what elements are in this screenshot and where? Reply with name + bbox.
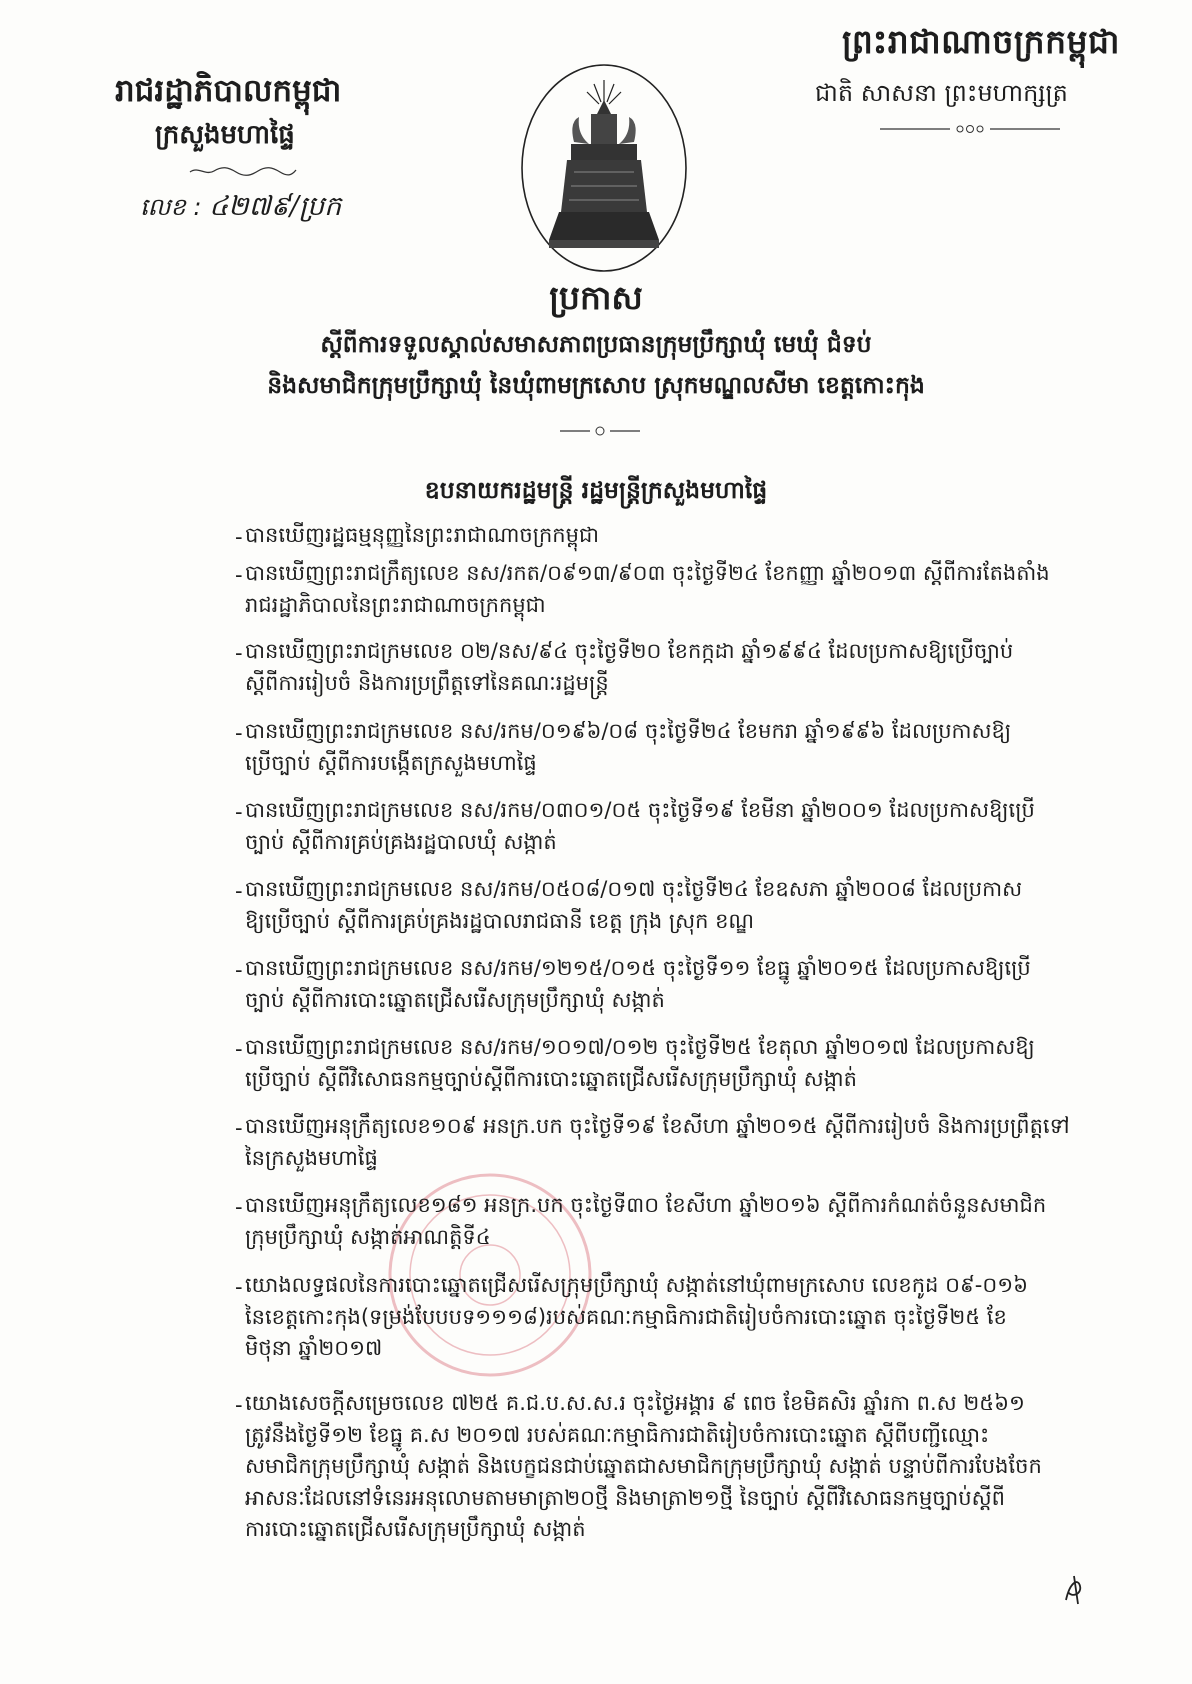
ornament-divider-icon (560, 425, 640, 437)
item-text: បានឃើញអនុក្រឹត្យលេខ១៨១ អនក្រ.បក ចុះថ្ងៃទី៣០ ខែសីហា ឆ្នាំ២០១៦ ស្តីពីការកំណត់ចំនួនសមាជិក (245, 1193, 1047, 1217)
item-text: បានឃើញព្រះរាជក្រមលេខ នស/រកម/១០១៧/០១២ ចុះថ្ងៃទី២៥ ខែតុលា ឆ្នាំ២០១៧ ដែលប្រកាសឱ្យ (245, 1035, 1035, 1059)
list-item: - បានឃើញអនុក្រឹត្យលេខ១០៩ អនក្រ.បក ចុះថ្ងៃទី១៩ ខែសីហា ឆ្នាំ២០១៥ ស្តីពីការរៀបចំ និងការប្រព្រឹត្តទៅ នៃក្រសួងមហាផ្ទៃ (245, 1111, 1125, 1174)
item-text: រាជរដ្ឋាភិបាលនៃព្រះរាជាណាចក្រកម្ពុជា (245, 592, 546, 617)
list-item: - បានឃើញព្រះរាជក្រមលេខ នស/រកម/០៣០១/០៥ ចុះថ្ងៃទី១៩ ខែមីនា ឆ្នាំ២០០១ ដែលប្រកាសឱ្យប្រើ ច្បាប់ ស្តីពីការគ្រប់គ្រងរដ្ឋបាលឃុំ សង្កាត់ (245, 795, 1125, 858)
reference-number (140, 190, 341, 229)
item-text: ការបោះឆ្នោតជ្រើសរើសក្រុមប្រឹក្សាឃុំ សង្កាត់ (245, 1517, 586, 1541)
item-text: ប្រើច្បាប់ ស្តីពីវិសោធនកម្មច្បាប់ស្តីពីការបោះឆ្នោតជ្រើសរើសក្រុមប្រឹក្សាឃុំ សង្កាត់ (245, 1066, 857, 1091)
item-text: ត្រូវនឹងថ្ងៃទី១២ ខែធ្នូ គ.ស ២០១៧ របស់គណៈកម្មាធិការជាតិរៀបចំការបោះឆ្នោត ស្តីពីបញ្ជីឈ្មោះ (245, 1422, 990, 1447)
item-text: យោងលទ្ធផលនៃការបោះឆ្នោតជ្រើសរើសក្រុមប្រឹក្សាឃុំ សង្កាត់នៅឃុំពាមក្រសោប លេខកូដ ០៩-០១៦ (245, 1273, 1029, 1297)
item-text: នៃក្រសួងមហាផ្ទៃ (245, 1145, 378, 1170)
item-text: បានឃើញអនុក្រឹត្យលេខ១០៩ អនក្រ.បក ចុះថ្ងៃទី១៩ ខែសីហា ឆ្នាំ២០១៥ ស្តីពីការរៀបចំ និងការប្រព្រឹត្តទៅ (245, 1114, 1070, 1138)
item-text: បានឃើញព្រះរាជក្រមលេខ នស/រកម/០៣០១/០៥ ចុះថ្ងៃទី១៩ ខែមីនា ឆ្នាំ២០០១ ដែលប្រកាសឱ្យប្រើ (245, 798, 1035, 822)
item-text: បានឃើញព្រះរាជក្រមលេខ ០២/នស/៩៤ ចុះថ្ងៃទី២០ ខែកក្កដា ឆ្នាំ១៩៩៤ ដែលប្រកាសឱ្យប្រើច្បាប់ (245, 639, 1014, 663)
royal-emblem-icon (519, 62, 689, 274)
item-text: បានឃើញព្រះរាជក្រឹត្យលេខ នស/រកត/០៩១៣/៩០៣ ចុះថ្ងៃទី២៤ ខែកញ្ញា ឆ្នាំ២០១៣ ស្តីពីការតែងតាំង (245, 561, 1050, 585)
issuer-heading: ឧបនាយករដ្ឋមន្ត្រី រដ្ឋមន្ត្រីក្រសួងមហាផ្ទៃ (424, 476, 768, 504)
government-heading: រាជរដ្ឋាភិបាលកម្ពុជា (115, 73, 342, 109)
item-text: មិថុនា ឆ្នាំ២០១៧ (245, 1336, 383, 1360)
list-item: - បានឃើញព្រះរាជក្រមលេខ នស/រកម/០១៩៦/០៨ ចុះថ្ងៃទី២៤ ខែមករា ឆ្នាំ១៩៩៦ ដែលប្រកាសឱ្យ ប្រើច្បាប់ ស្តីពីការបង្កើតក្រសួងមហាផ្ទៃ (245, 716, 1125, 779)
list-item: - បានឃើញព្រះរាជក្រមលេខ នស/រកម/១០១៧/០១២ ចុះថ្ងៃទី២៥ ខែតុលា ឆ្នាំ២០១៧ ដែលប្រកាសឱ្យ ប្រើច្បាប់ ស្តីពីវិសោធនកម្មច្បាប់ស្តីពីការបោះឆ្នោតជ្រើសរើសក្រុមប្រឹក្សាឃុំ សង្កាត់ (245, 1032, 1125, 1095)
item-text: បានឃើញរដ្ឋធម្មនុញ្ញនៃព្រះរាជាណាចក្រកម្ពុជា (245, 523, 599, 547)
item-text: អាសនៈដែលនៅទំនេរអនុលោមតាមមាត្រា២០ថ្មី និងមាត្រា២១ថ្មី នៃច្បាប់ ស្តីពីវិសោធនកម្មច្បាប់ស្តីពី (245, 1485, 1005, 1510)
item-text: ច្បាប់ ស្តីពីការគ្រប់គ្រងរដ្ឋបាលឃុំ សង្កាត់ (245, 829, 557, 854)
list-item: - យោងលទ្ធផលនៃការបោះឆ្នោតជ្រើសរើសក្រុមប្រឹក្សាឃុំ សង្កាត់នៅឃុំពាមក្រសោប លេខកូដ ០៩-០១៦ នៃខេត្តកោះកុង(ទម្រង់បែបបទ១១១៨)របស់គណៈកម្មាធិការជាតិរៀបចំការបោះឆ្នោត ចុះថ្ងៃទី២៥ ខែ មិថុនា ឆ្នាំ២០១៧ (245, 1270, 1125, 1365)
list-item: - បានឃើញព្រះរាជក្រឹត្យលេខ នស/រកត/០៩១៣/៩០៣ ចុះថ្ងៃទី២៤ ខែកញ្ញា ឆ្នាំ២០១៣ ស្តីពីការតែងតាំង រាជរដ្ឋាភិបាលនៃព្រះរាជាណាចក្រកម្ពុជា (245, 558, 1125, 621)
item-text: បានឃើញព្រះរាជក្រមលេខ នស/រកម/០៥០៨/០១៧ ចុះថ្ងៃទី២៤ ខែឧសភា ឆ្នាំ២០០៨ ដែលប្រកាស (245, 877, 1023, 901)
item-text: សមាជិកក្រុមប្រឹក្សាឃុំ សង្កាត់ និងបេក្ខជនជាប់ឆ្នោតជាសមាជិកក្រុមប្រឹក្សាឃុំ សង្កាត់ បន្ទាប់ពីការបែងចែក (245, 1454, 1042, 1478)
subject-line-1: ស្តីពីការទទួលស្គាល់សមាសភាពប្រធានក្រុមប្រឹក្សាឃុំ មេឃុំ ជំទប់ (320, 330, 872, 358)
reference-value: ៤២៧៩/ប្រក (209, 191, 342, 222)
list-item: - បានឃើញព្រះរាជក្រមលេខ នស/រកម/០៥០៨/០១៧ ចុះថ្ងៃទី២៤ ខែឧសភា ឆ្នាំ២០០៨ ដែលប្រកាស ឱ្យប្រើច្បាប់ ស្តីពីការគ្រប់គ្រងរដ្ឋបាលរាជធានី ខេត្ត ក្រុង ស្រុក ខណ្ឌ (245, 874, 1125, 937)
reference-label: លេខ : (140, 193, 202, 221)
ornament-divider-icon (188, 164, 298, 178)
initial-mark-icon (1060, 1572, 1090, 1606)
item-text: បានឃើញព្រះរាជក្រមលេខ នស/រកម/១២១៥/០១៥ ចុះថ្ងៃទី១១ ខែធ្នូ ឆ្នាំ២០១៥ ដែលប្រកាសឱ្យប្រើ (245, 956, 1031, 980)
ministry-heading: ក្រសួងមហាផ្ទៃ (155, 120, 295, 150)
item-text: ឱ្យប្រើច្បាប់ ស្តីពីការគ្រប់គ្រងរដ្ឋបាលរាជធានី ខេត្ត ក្រុង ស្រុក ខណ្ឌ (245, 908, 755, 933)
item-text: ក្រុមប្រឹក្សាឃុំ សង្កាត់អាណត្តិទី៤ (245, 1224, 491, 1249)
document-title: ប្រកាស (549, 278, 643, 317)
list-item: - បានឃើញរដ្ឋធម្មនុញ្ញនៃព្រះរាជាណាចក្រកម្ពុជា (245, 520, 1125, 552)
item-text: ប្រើច្បាប់ ស្តីពីការបង្កើតក្រសួងមហាផ្ទៃ (245, 750, 537, 775)
list-item: - បានឃើញព្រះរាជក្រមលេខ នស/រកម/១២១៥/០១៥ ចុះថ្ងៃទី១១ ខែធ្នូ ឆ្នាំ២០១៥ ដែលប្រកាសឱ្យប្រើ ច្បាប់ ស្តីពីការបោះឆ្នោតជ្រើសរើសក្រុមប្រឹក្សាឃុំ សង្កាត់ (245, 953, 1125, 1016)
list-item: - បានឃើញព្រះរាជក្រមលេខ ០២/នស/៩៤ ចុះថ្ងៃទី២០ ខែកក្កដា ឆ្នាំ១៩៩៤ ដែលប្រកាសឱ្យប្រើច្បាប់ ស្តីពីការរៀបចំ និងការប្រព្រឹត្តទៅនៃគណៈរដ្ឋមន្ត្រី (245, 636, 1125, 699)
list-item: - យោងសេចក្តីសម្រេចលេខ ៧២៥ គ.ជ.ប.ស.ស.រ ចុះថ្ងៃអង្គារ ៩ ពេច ខែមិគសិរ ឆ្នាំរកា ព.ស ២៥៦១ ត្រូវនឹងថ្ងៃទី១២ ខែធ្នូ គ.ស ២០១៧ របស់គណៈកម្មាធិការជាតិរៀបចំការបោះឆ្នោត ស្តីពីបញ្ជីឈ្មោះ សមាជិកក្រុមប្រឹក្សាឃុំ សង្កាត់ និងបេក្ខជនជាប់ឆ្នោតជាសមាជិកក្រុមប្រឹក្សាឃុំ សង្កាត់ បន្ទាប់ពីការបែងចែក អាសនៈដែលនៅទំនេរអនុលោមតាមមាត្រា២០ថ្មី និងមាត្រា២១ថ្មី នៃច្បាប់ ស្តីពីវិសោធនកម្មច្បាប់ស្តីពី ការបោះឆ្នោតជ្រើសរើសក្រុមប្រឹក្សាឃុំ សង្កាត់ (245, 1388, 1125, 1546)
national-motto: ជាតិ សាសនា ព្រះមហាក្សត្រ (815, 79, 1068, 107)
list-item: - បានឃើញអនុក្រឹត្យលេខ១៨១ អនក្រ.បក ចុះថ្ងៃទី៣០ ខែសីហា ឆ្នាំ២០១៦ ស្តីពីការកំណត់ចំនួនសមាជិក ក្រុមប្រឹក្សាឃុំ សង្កាត់អាណត្តិទី៤ (245, 1190, 1125, 1253)
item-text: ច្បាប់ ស្តីពីការបោះឆ្នោតជ្រើសរើសក្រុមប្រឹក្សាឃុំ សង្កាត់ (245, 987, 665, 1012)
subject-line-2: និងសមាជិកក្រុមប្រឹក្សាឃុំ នៃឃុំពាមក្រសោប ស្រុកមណ្ឌលសីមា ខេត្តកោះកុង (267, 371, 925, 399)
item-text: បានឃើញព្រះរាជក្រមលេខ នស/រកម/០១៩៦/០៨ ចុះថ្ងៃទី២៤ ខែមករា ឆ្នាំ១៩៩៦ ដែលប្រកាសឱ្យ (245, 719, 1012, 743)
item-text: ស្តីពីការរៀបចំ និងការប្រព្រឹត្តទៅនៃគណៈរដ្ឋមន្ត្រី (245, 670, 609, 695)
item-text: យោងសេចក្តីសម្រេចលេខ ៧២៥ គ.ជ.ប.ស.ស.រ ចុះថ្ងៃអង្គារ ៩ ពេច ខែមិគសិរ ឆ្នាំរកា ព.ស ២៥៦១ (245, 1391, 1025, 1415)
kingdom-heading: ព្រះរាជាណាចក្រកម្ពុជា (842, 22, 1120, 61)
ornament-divider-icon (880, 123, 1060, 135)
item-text: នៃខេត្តកោះកុង(ទម្រង់បែបបទ១១១៨)របស់គណៈកម្មាធិការជាតិរៀបចំការបោះឆ្នោត ចុះថ្ងៃទី២៥ ខែ (245, 1304, 1007, 1329)
